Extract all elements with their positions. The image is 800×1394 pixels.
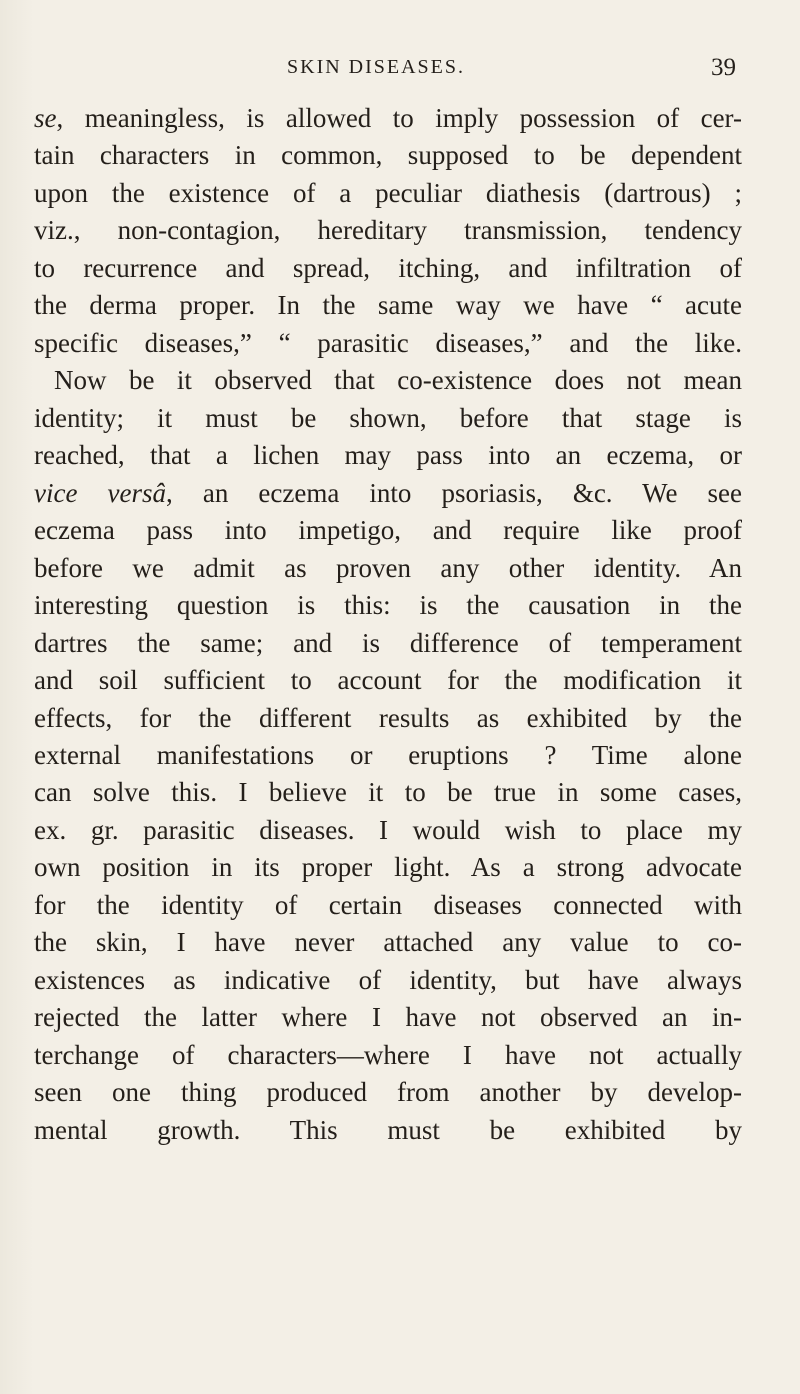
text-line: before we admit as proven any other identity. An [34, 552, 742, 583]
text-line: Now be it observed that co-existence does not mean [54, 365, 742, 396]
text-line: existences as indicative of identity, but have always [34, 964, 742, 995]
text-line: identity; it must be shown, before that stage is [34, 402, 742, 433]
text-line: can solve this. I believe it to be true in some cases, [34, 777, 742, 808]
text-line: viz., non-contagion, hereditary transmission, tendency [34, 215, 742, 246]
text-line: upon the existence of a peculiar diathesis (dartrous) ; [34, 177, 742, 208]
text-line: to recurrence and spread, itching, and infiltration of [34, 252, 742, 283]
text-line: eczema pass into impetigo, and require like proof [34, 515, 742, 546]
text-line: tain characters in common, supposed to be dependent [34, 140, 742, 171]
text-line: and soil sufficient to account for the modification it [34, 665, 742, 696]
text-line: vice versâ, an eczema into psoriasis, &c. We see [34, 477, 742, 508]
text-line: ex. gr. parasitic diseases. I would wish to place my [34, 814, 742, 845]
text-line: external manifestations or eruptions ? Time alone [34, 739, 742, 770]
text-line: effects, for the different results as exhibited by the [34, 702, 742, 733]
page-header [0, 56, 800, 86]
text-line: own position in its proper light. As a strong advocate [34, 852, 742, 883]
text-line: for the identity of certain diseases connected with [34, 889, 742, 920]
text-line: the derma proper. In the same way we have “ acute [34, 290, 742, 321]
text-line: interesting question is this: is the causation in the [34, 590, 742, 621]
text-line: terchange of characters—where I have not actually [34, 1039, 742, 1070]
text-line: rejected the latter where I have not observed an in- [34, 1002, 742, 1033]
text-line: reached, that a lichen may pass into an eczema, or [34, 440, 742, 471]
text-line: the skin, I have never attached any value to co- [34, 927, 742, 958]
text-line: se, meaningless, is allowed to imply possession of cer- [34, 103, 742, 133]
text-line: seen one thing produced from another by develop- [34, 1077, 742, 1108]
text-line: specific diseases,” “ parasitic diseases,” and the like. [34, 327, 742, 358]
body-text [34, 100, 742, 1149]
text-line: mental growth. This must be exhibited by [34, 1114, 742, 1145]
text-line: dartres the same; and is difference of temperament [34, 627, 742, 658]
running-head: SKIN DISEASES. [287, 56, 466, 78]
page-gutter-shade [0, 0, 34, 1394]
page-number: 39 [711, 54, 736, 81]
